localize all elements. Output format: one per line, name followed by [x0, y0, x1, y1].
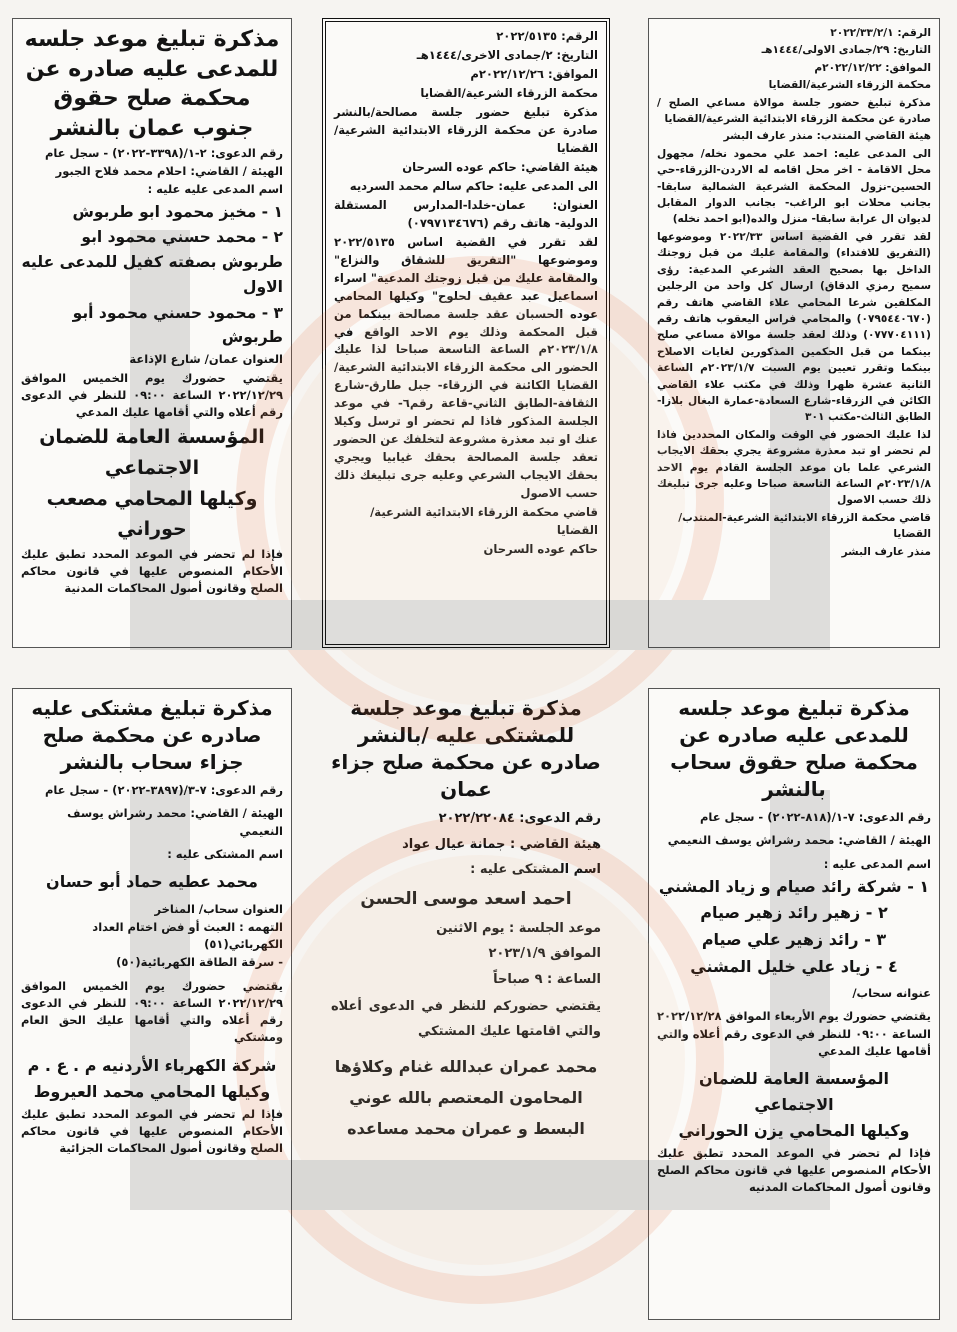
notice-title: مذكرة تبليغ موعد جلسه للمدعى عليه صادره عن محكمة صلح حقوق سحاب بالنشر	[670, 696, 918, 801]
notice-plaintiff: المؤسسة العامة للضمان الاجتماعي	[39, 426, 265, 479]
defendant-name: ٣ - محمود حسني محمود أبو طربوش	[72, 303, 283, 347]
defendant-name: ٤ - زياد علي خليل المشني	[690, 956, 898, 976]
notice-warning: لذا عليك الحضور في الوقت والمكان المحددين فاذا لم تحضر او تبد معذرة مشروعة يجري بحقك الايجاب الشرعي علما بان موعد الجلسة القادم يوم الاحد ٢٠٢٣/١/٨م الساعة التاسعة صباحا وعليه جرى تبليغك ذلك حسب الاصول	[657, 428, 931, 507]
defendant-name: احمد اسعد موسى الحسن	[360, 888, 572, 909]
notice-body: لقد تقرر في القضية اساس ٢٠٢٢/٣٣ وموضوعها (التفريق للافتداء) والمقامة عليك من قبل زوجتك الداخل بها بصحيح العقد الشرعي المدعية: رؤى سميح رمزي الدقاق) ارسال كل واحد من الرجلين المكلفين شرعا المحامي علاء القاضي هاتف رقم (٠٧٩٥٤٤٠٦٧٠) والمحامي فراس اليعقوب هاتف رقم (٠٧٧٧٠٤١١١) وذلك لعقد جلسة موالاة مساعي صلح بينكما من قبل الحكمين المذكورين لغايات الاصلاح بينكما وتقرر تعيين يوم السبت ٢٠٢٣/١/٧م الساعة الثانية عشرة ظهرا وذلك في مكتب علاء القاضي الكائن في الزرقاء-شارع السعادة-عمارة البغال بلازا-الطابق الثالث-مكتب ٣٠١	[657, 230, 931, 424]
notice-ref-number: الرقم: ٢٠٢٢/٣٣/٢/١	[830, 27, 931, 39]
notice-judge: الهيئة / القاضي: محمد رشراش يوسف النعيمي	[667, 833, 931, 848]
notice-sahab-civil	[648, 688, 940, 1320]
notice-south-amman-civil	[12, 18, 292, 648]
notice-session-day: موعد الجلسة : يوم الاثنين	[436, 920, 601, 936]
notice-court: محكمة الزرقاء الشرعية/القضايا	[768, 79, 931, 92]
notice-plaintiff-lawyer: وكيلها المحامي محمد العيروط	[33, 1082, 271, 1102]
notice-zarqa-reconciliation	[648, 18, 940, 648]
notice-defendants-label: اسم المدعى عليه :	[823, 856, 931, 871]
notice-footer: فإذا لم تحضر في الموعد المحدد تطبق عليك الأحكام المنصوص عليها في قانون محاكم الصلح وقانون أصول المحاكمات الجزائية	[21, 1106, 283, 1156]
notice-body: يقتضي حضورك يوم الأربعاء الموافق ٢٠٢٢/١٢/٢٨ الساعة ٠٩:٠٠ للنظر في الدعوى رقم أعلاه والتي أقامها عليك المدعي	[657, 1009, 931, 1058]
notice-address: العنوان عمان/ شارع الإذاعة	[129, 352, 283, 367]
notice-case-number: رقم الدعوى: ٧-٣/(٣٨٩٧-٢٠٢٢) - سجل عام	[44, 783, 283, 797]
notice-body: يقتضي حضورك يوم الخميس الموافق ٢٠٢٢/١٢/٢٩ الساعة ٠٩:٠٠ للنظر في الدعوى رقم أعلاه والتي أقامها عليك الحق العام ومشتكي	[21, 978, 283, 1045]
notice-defendants-label: اسم المدعى عليه عليه :	[147, 182, 283, 197]
notice-zarqa-mediation	[322, 18, 610, 648]
notice-case-number: رقم الدعوى: ٢-١/(٣٣٩٨-٢٠٢٢) - سجل عام	[44, 145, 283, 160]
notice-charge: التهمه : العبث أو فض اختام العداد الكهربائي(٥١)	[92, 919, 283, 952]
notice-judge: الهيئة / القاضي: احلام محمد فلاح الجبور	[55, 164, 283, 178]
defendant-name: ١ - مخيز محمود ابو طربوش	[72, 202, 283, 221]
notice-signature-title: قاضي محكمة الزرقاء الابتدائية الشرعية/القضايا	[370, 505, 598, 538]
notice-signature-name: منذر عارف البشر	[841, 545, 931, 558]
notice-defendant: الى المدعى عليه: احمد علي محمود نخله/ مجهول محل الاقامة - اخر محل اقامه له الاردن-الزرقاء-حي الحسين-نزول المحكمة الشرعية الشمالية سابقا- بجانب محلات ابو الراغب- بجانب الدوار المقابل لديوان ال عرابة سابقا- منزل والده(ابو احمد نخله)	[657, 147, 931, 226]
notice-ref-number: الرقم: ٢٠٢٢/٥١٣٥	[496, 29, 598, 43]
defendant-name: محمد عطيه حماد أبو حسان	[46, 872, 258, 891]
notice-judge: هيئة القاضي المنتدب: منذر عارف البشر	[723, 130, 931, 143]
notice-amman-criminal	[322, 688, 610, 1320]
notice-hijri-date: التاريخ: ٢/جمادى الاخرى/١٤٤٤هـ	[416, 47, 598, 62]
defendant-name: ٢ - محمد حسني محمود ابو طربوش بصفته كفيل للمدعى عليه الاول	[21, 228, 283, 296]
notice-defendant-label: اسم المشتكى عليه :	[167, 846, 283, 861]
notice-title: مذكرة تبليغ موعد جلسه للمدعى عليه صادره عن محكمة صلح حقوق جنوب عمان بالنشر	[24, 27, 280, 142]
notice-session-date: الموافق ٢٠٢٣/١/٩	[488, 946, 601, 962]
notice-plaintiff-lawyer: وكيلها المحامي مصعب حوراني	[46, 488, 258, 541]
notice-plaintiff: المؤسسة العامة للضمان الاجتماعي	[699, 1069, 889, 1114]
notice-court: محكمة الزرقاء الشرعية/القضايا	[420, 85, 598, 100]
notice-hijri-date: التاريخ: ٢٩/جمادى الاولى/١٤٤٤هـ	[761, 44, 931, 57]
notice-case-number: رقم الدعوى: ٢٠٢٢/٢٢٠٨٤	[438, 811, 601, 826]
notice-case-number: رقم الدعوى: ٧-١/(٨١٨-٢٠٢٢) - سجل عام	[699, 810, 931, 824]
notice-judge: هيئة القاضي : جمانة عيال عواد	[402, 836, 601, 852]
notice-gregorian-date: الموافق: ٢٠٢٢/١٢/٢٦م	[470, 66, 598, 81]
notice-defendant-label: اسم المشتكى عليه :	[470, 862, 601, 877]
notice-subject: مذكرة تبليغ حضور جلسة موالاة مساعي الصلح / صادرة عن محكمة الزرقاء الابتدائية الشرعية/القضايا	[657, 96, 931, 126]
notice-address: عنوانه سحاب/	[852, 986, 931, 1001]
notice-judge: هيئة القاضي: حاكم عوده السرحان	[402, 159, 598, 174]
defendant-name: ٣ - رائد زهير علي صيام	[701, 929, 887, 949]
defendant-name: ١ - شركة رائد صيام و زياد المشني	[658, 876, 930, 896]
notice-plaintiff: شركة الكهرباء الأردنيه م . ع . م	[27, 1055, 277, 1075]
notice-signature-name: حاكم عوده السرحان	[483, 542, 598, 557]
defendant-name: ٢ - زهير رائد زهير صيام	[700, 903, 888, 923]
notice-session-time: الساعة : ٩ صباحاً	[493, 971, 601, 987]
notice-plaintiff: محمد عمران عبدالله غنام وكلاؤها المحامون المعتصم بالله عوني البسط و عمران محمد مساعده	[334, 1056, 598, 1138]
notice-plaintiff-lawyer: وكيلها المحامي يزن الحوراني	[678, 1121, 910, 1141]
notice-subject: مذكرة تبليغ حضور جلسة مصالحة/بالنشر صادرة عن محكمة الزرقاء الابتدائية الشرعية/ القضايا	[334, 104, 598, 155]
notice-footer: فإذا لم تحضر في الموعد المحدد تطبق عليك الأحكام المنصوص عليها في قانون محاكم الصلح وقانون أصول المحاكمات المدنيه	[657, 1145, 931, 1195]
notice-judge: الهيئة / القاضي: محمد رشراش يوسف النعيمي	[67, 806, 283, 838]
notice-footer: فإذا لم تحضر في الموعد المحدد تطبق عليك الأحكام المنصوص عليها في قانون محاكم الصلح وقانون أصول المحاكمات المدنية	[21, 546, 283, 596]
notice-defendant: الى المدعى عليه: حاكم سالم محمد السرديه	[349, 178, 598, 193]
notice-sahab-criminal	[12, 688, 292, 1320]
notice-signature-title: قاضي محكمة الزرقاء الابتدائية الشرعية-المنتدب/ القضايا	[678, 511, 931, 541]
notice-title: مذكرة تبليغ مشتكى عليه صادره عن محكمة صلح جزاء سحاب بالنشر	[31, 696, 273, 774]
notice-charge: - سرقة الطاقة الكهربائية(٥٠)	[116, 955, 283, 970]
notice-title: مذكرة تبليغ موعد جلسة للمشتكى عليه /بالنشر صادره عن محكمة صلح جزاء عمان	[331, 696, 601, 801]
notice-body: لقد تقرر في القضية اساس ٢٠٢٢/٥١٣٥ وموضوعها "التفريق للشقاق والنزاع" والمقامة عليك من قبل زوجتك المدعية" اسراء اسماعيل عبد عقيف لحلوح" وكيلها المحامي عوده الحسبان عقد جلسة مصالحة بينكما من قبل المحكمة وذلك يوم الاحد الواقع في ٢٠٢٣/١/٨م الساعة التاسعة صباحا لذا عليك الحضور الى محكمة الزرقاء الابتدائية الشرعية/القضايا الكائنة في الزرقاء- جبل طارق-شارع الثقافة-الطابق الثاني-قاعة رقم٦- في موعد الجلسة المذكور فاذا لم تحضر او ترسل وكيلا عنك او تبد معذرة مشروعة لتخلفك عن الحضور تعقد جلسة المصالحة بحقك غيابيا ويجري بحقك الايجاب الشرعي وعليه جرى تبليغك ذلك حسب الاصول	[334, 234, 598, 501]
notice-address: العنوان سحاب/ المناخر	[154, 901, 283, 916]
notice-body: يقتضي حضورك يوم الخميس الموافق ٢٠٢٢/١٢/٢٩ الساعة ٠٩:٠٠ للنظر في الدعوى رقم أعلاه والتي أقامها عليك المدعي	[21, 370, 283, 420]
notice-body: يقتضي حضوركم للنظر في الدعوى أعلاه والتي اقامتها عليك المشتكي	[331, 999, 601, 1039]
notice-gregorian-date: الموافق: ٢٠٢٢/١٢/٢٢م	[814, 61, 931, 74]
notice-address: العنوان: عمان-خلدا-المدارس المستقلة الدولية- هاتف رقم (٠٧٩٧١٣٤٦٧٦)	[334, 197, 598, 230]
